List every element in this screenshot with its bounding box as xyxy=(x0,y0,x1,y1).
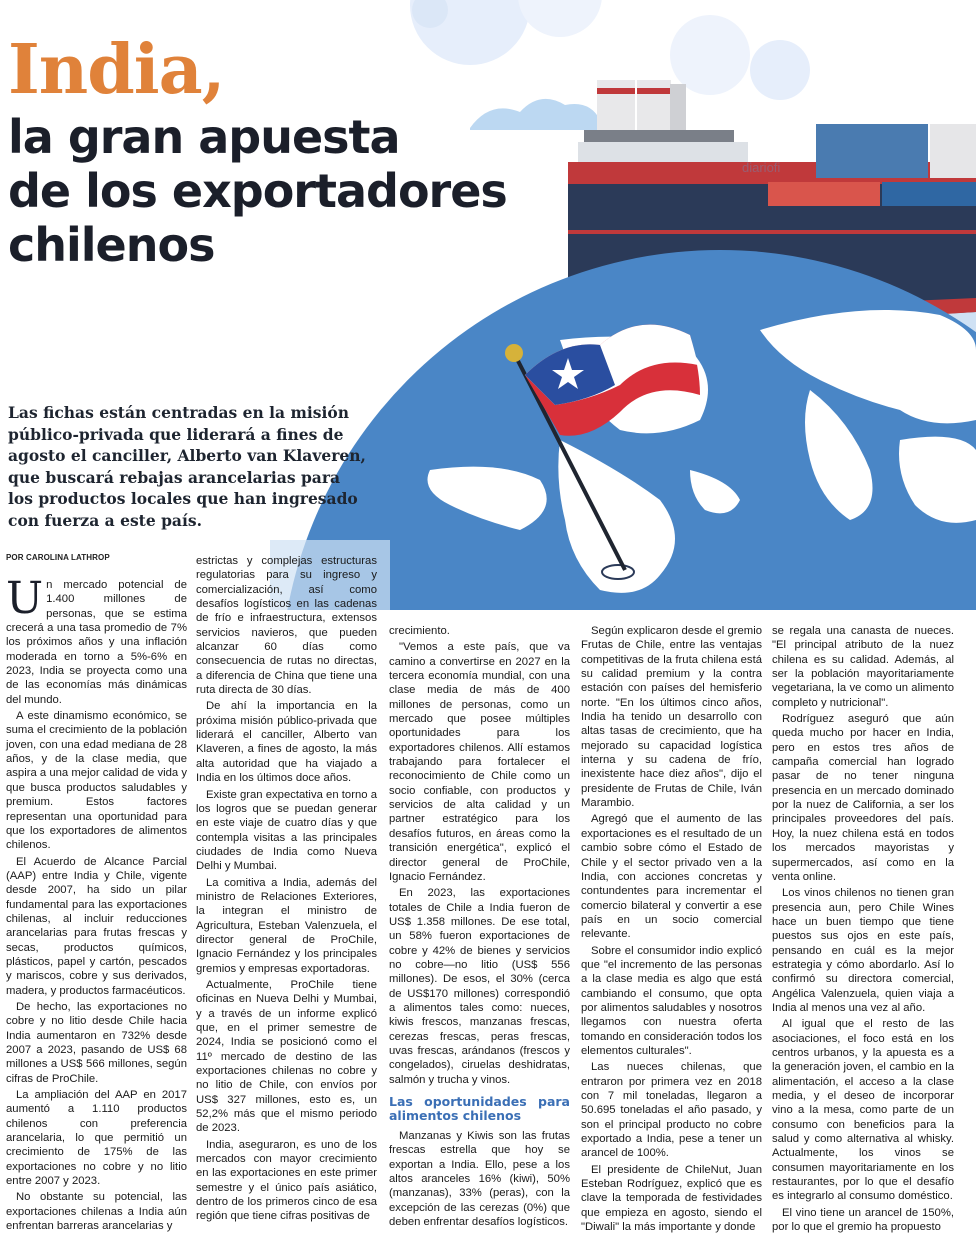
headline-line-1: la gran apuesta xyxy=(8,110,400,164)
body-paragraph: A este dinamismo económico, se suma el crecimiento de la población joven, con una edad mediana de 28 años, y de la clase media, que aspira a una mejor calidad de vida y que busca productos saludables y premium. Estos factores representan una oportunidad para que los exportadores de alimentos chilenos. xyxy=(6,710,187,852)
body-paragraph: No obstante su potencial, las exportaciones chilenas a India aún enfrentan barreras arancelarias y xyxy=(6,1191,187,1233)
headline-line-2: de los exportadores xyxy=(8,164,507,218)
sky-bubble xyxy=(518,0,602,37)
body-paragraph: Al igual que el resto de las asociaciones, el foco está en los centros urbanos, y la apuesta es a la generación joven, el cambio en la alimentación, el acceso a la clase media, y el deseo de incorporar vino a la mesa, como parte de un consumo con beneficios para la salud y como alternativa al whisky. Actualmente, los vinos se consumen mayoritariamente en los restaurantes, por lo que el desafío es integrarlo al consumo doméstico. xyxy=(772,1018,954,1203)
body-paragraph: Las nueces chilenas, que entraron por primera vez en 2018 con 7 mil toneladas, llegaron a 50.695 toneladas el año pasado, y son el principal producto no cobre exportado a India, pese a tener un arancel de 100%. xyxy=(581,1061,762,1160)
body-paragraph: En 2023, las exportaciones totales de Chile a India fueron de US$ 1.358 millones. De ese total, un 58% fueron exportaciones de cobre y 42% de bienes y servicios no cobre—no litio (US$ 556 millones). De esos, el 30% (cerca de US$170 millones) correspondió a alimentos tales como: nueces, kiwis frescos, manzanas frescas, cerezas frescas, peras frescas, uvas frescas, arándanos (frescos y congelados), ciruelas deshidratas, salmón y trucha y vinos. xyxy=(389,887,570,1086)
body-paragraph: India, aseguraron, es uno de los mercados con mayor crecimiento en las exportaciones en este primer semestre y el único país asiático, dentro de los primeros cinco de esa región que tiene cifras positivas de xyxy=(196,1138,377,1223)
body-paragraph: se regala una canasta de nueces. "El principal atributo de la nuez chilena es su calidad. Además, al ser la población mayoritariamente vegetariana, la ve como un alimento completo y nutricional". xyxy=(772,625,954,709)
body-paragraph: La comitiva a India, además del ministro de Relaciones Exteriores, la integran el ministro de Agricultura, Esteban Valenzuela, el director general de ProChile, Ignacio Fernández y los principales gremios y empresas exportadoras. xyxy=(196,876,377,975)
article-column-2 xyxy=(196,554,377,1226)
body-paragraph: De ahí la importancia en la próxima misión público-privada que liderará el canciller, Alberto van Klaveren, a fines de agosto, la más alta autoridad que ha viajado a India en los últimos doce años. xyxy=(196,700,377,785)
body-paragraph: Un mercado potencial de 1.400 millones de personas, que se estima crecerá a una tasa promedio de 7% los próximos años y una inflación moderada en torno a 5%-6% en 2023, India se proyecta como una de las economías más dinámicas del mundo. xyxy=(6,573,187,706)
body-paragraph: Actualmente, ProChile tiene oficinas en Nueva Delhi y Mumbai, y a través de un informe explicó que, en el primer semestre de 2024, India se posicionó como el 11º mercado de destino de las exportaciones chilenas no cobre y no litio de Chile, con envíos por US$ 327 millones, esto es, un 52,2% más que el mismo periodo de 2023. xyxy=(196,978,377,1135)
body-paragraph: Los vinos chilenos no tienen gran presencia aun, pero Chile Wines hace un buen tiempo que tiene puestos sus ojos en este país, pensando en cuál es la mejor estrategia y cómo abordarlo. Así lo confirmó su directora comercial, Angélica Valenzuela, quien viaja a India al menos una vez al año. xyxy=(772,887,954,1014)
body-paragraph: Rodríguez aseguró que aún queda mucho por hacer en India, pero en estos tres años de campaña comercial han logrado pasar de no tener ninguna presencia en un mercado dominado por la nuez de California, a ser los principales proveedores del país. Hoy, la nuez chilena está en todos los mercados mayoristas y supermercados, así como en la venta online. xyxy=(772,713,954,883)
body-paragraph: crecimiento. xyxy=(389,625,450,637)
body-paragraph: De hecho, las exportaciones no cobre y no litio desde Chile hacia India aumentaron en 732% desde 2007 a 2023, pasando de US$ 68 millones a US$ 566 millones, según cifras de ProChile. xyxy=(6,1000,187,1085)
body-paragraph: El vino tiene un arancel de 150%, por lo que el gremio ha propuesto xyxy=(772,1206,954,1234)
sky-bubble xyxy=(670,15,750,95)
body-paragraph: Sobre el consumidor indio explicó que "el incremento de las personas a la clase media es algo que está cambiando el consumo, que opta por alimentos saludables y nosotros llegamos con nuestra oferta tomando en consideración todos los elementos culturales". xyxy=(581,944,762,1057)
article-column-1 xyxy=(6,573,187,1235)
headline-accent: India, xyxy=(8,30,225,110)
body-paragraph: La ampliación del AAP en 2017 aumentó a 1.110 productos chilenos con preferencia arancelaria, lo que permitió un crecimiento de 175% de las exportaciones no cobre y no litio entre 2007 y 2023. xyxy=(6,1089,187,1188)
article-column-3 xyxy=(389,624,570,1231)
section-subhead: Las oportunidades para alimentos chilenos xyxy=(389,1094,570,1123)
watermark-text: diariofi xyxy=(742,160,781,175)
article-column-4 xyxy=(581,624,762,1236)
drop-cap: U xyxy=(6,573,44,624)
body-paragraph: El Acuerdo de Alcance Parcial (AAP) entre India y Chile, vigente desde 2007, ha sido un pilar fundamental para las exportaciones chilenas, al incluir reducciones arancelarias para frutas frescas y secas, productos químicos, plásticos, papel y cartón, pescados y mariscos, cobre y sus derivados, madera, y productos farmacéuticos. xyxy=(6,855,187,997)
article-column-5 xyxy=(772,624,954,1236)
body-paragraph: estrictas y complejas estructuras regulatorias para su ingreso y comercialización, así como desafíos logísticos en las cadenas de frío e infraestructura, extensos servicios navieros, que pueden alcanzar 60 días como consecuencia de rutas no directas, a diferencia de China que tiene una ruta directa de 30 días. xyxy=(196,555,377,697)
body-paragraph: Agregó que el aumento de las exportaciones es el resultado de un cambio sobre cómo el Estado de Chile y el sector privado ven a la India, con acciones concretas y contundentes para incrementar el comercio bilateral y convertir a ese país en un socio comercial relevante. xyxy=(581,813,762,941)
body-paragraph: Manzanas y Kiwis son las frutas frescas estrella que hoy se exportan a India. Ello, pese a los altos aranceles 16% (kiwi), 50% (manzanas), 33% (peras), con la excepción de las cerezas (0%) que deben enfrentar desafíos logísticos. xyxy=(389,1130,570,1229)
body-paragraph: Existe gran expectativa en torno a los logros que se puedan generar en este viaje de cuatro días y que contempla visitas a las principales ciudades de India como Nueva Delhi y Mumbai. xyxy=(196,788,377,873)
headline-line-3: chilenos xyxy=(8,218,215,272)
body-paragraph: El presidente de ChileNut, Juan Esteban Rodríguez, explicó que es clave la temporada de festividades que empieza en agosto, siendo el "Diwali" la más importante y donde xyxy=(581,1163,762,1234)
sky-bubble xyxy=(750,40,810,100)
body-paragraph: Según explicaron desde el gremio Frutas de Chile, entre las ventajas competitivas de la fruta chilena está su calidad premium y la contra estación con países del hemisferio norte. "En los últimos cinco años, India ha tenido un desarrollo con altas tasas de crecimiento, que ha mejorado su capacidad logística interna y su cadena de frío, inexistente hace diez años", dijo el presidente de Frutas de Chile, Iván Marambio. xyxy=(581,625,762,810)
byline: POR CAROLINA LATHROP xyxy=(6,553,110,562)
body-paragraph: "Vemos a este país, que va camino a convertirse en 2027 en la tercera economía mundial, con una clase media de más de 400 millones de personas, como un mercado que posee múltiples oportunidades para los exportadores chilenos. Allí estamos trabajando para fortalecer el reconocimiento de Chile como un socio confiable, con productos y servicios de alta calidad y un partner estratégico para los desafíos futuros, en áreas como la transición energética", explicó el director general de ProChile, Ignacio Fernández. xyxy=(389,641,570,883)
lead-paragraph: Las fichas están centradas en la misión público-privada que liderará a fines de agosto el canciller, Alberto van Klaveren, que buscará rebajas arancelarias para los productos locales que han ingresado con fuerza a este país. xyxy=(8,403,366,530)
headline xyxy=(8,30,507,272)
